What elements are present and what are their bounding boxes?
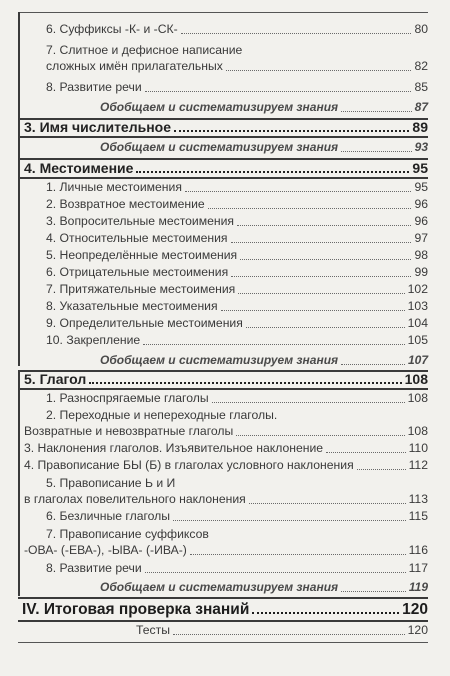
entry-page: 113	[408, 492, 428, 506]
entry-title: 7. Притяжательные местоимения	[46, 282, 236, 296]
toc-summary-entry[interactable]	[100, 100, 428, 115]
toc-entry[interactable]	[46, 59, 428, 74]
toc-entry[interactable]	[46, 391, 428, 406]
entry-title-line2: в глаголах повелительного наклонения	[24, 492, 246, 506]
entry-page: 95	[414, 180, 428, 194]
leader-dots	[341, 150, 412, 152]
entry-title: 3. Наклонения глаголов. Изъявительное наклонение	[24, 441, 324, 455]
toc-summary-entry[interactable]	[100, 580, 428, 595]
box-left-border	[18, 370, 20, 596]
toc-summary-entry[interactable]	[100, 140, 428, 155]
entry-page: 112	[408, 458, 428, 472]
chapter-title: 4. Местоимение	[24, 160, 134, 176]
entry-title: 10. Закрепление	[46, 333, 141, 347]
entry-title: Обобщаем и систематизируем знания	[100, 580, 339, 594]
leader-dots	[357, 468, 406, 470]
entry-page: 93	[414, 140, 428, 154]
toc-entry[interactable]	[24, 424, 428, 439]
leader-dots	[252, 611, 399, 614]
entry-page: 115	[408, 509, 428, 523]
entry-title: 6. Безличные глаголы	[46, 509, 171, 523]
entry-page: 80	[414, 22, 428, 36]
leader-dots	[221, 309, 405, 311]
leader-dots	[237, 224, 411, 226]
entry-page: 119	[408, 580, 428, 594]
leader-dots	[185, 190, 412, 192]
leader-dots	[326, 451, 406, 453]
leader-dots	[173, 519, 406, 521]
entry-title-line1: 2. Переходные и непереходные глаголы.	[46, 408, 278, 422]
part-page: 120	[402, 601, 428, 618]
leader-dots	[181, 32, 412, 34]
entry-page: 82	[414, 59, 428, 73]
leader-dots	[136, 170, 409, 173]
entry-title-line2: -ОВА- (-ЕВА-), -ЫВА- (-ИВА-)	[24, 543, 187, 557]
leader-dots	[231, 241, 412, 243]
leader-dots	[173, 633, 405, 635]
leader-dots	[89, 381, 401, 384]
entry-title: 4. Правописание БЫ (Б) в глаголах условного наклонения	[24, 458, 354, 472]
entry-title: 2. Возвратное местоимение	[46, 197, 205, 211]
entry-page: 99	[414, 265, 428, 279]
entry-page: 104	[407, 316, 428, 330]
entry-page: 120	[407, 623, 428, 637]
toc-entry[interactable]	[46, 197, 428, 212]
toc-entry[interactable]	[46, 509, 428, 524]
entry-title: Обобщаем и систематизируем знания	[100, 353, 339, 367]
toc-entry[interactable]	[46, 333, 428, 348]
section-divider	[18, 136, 428, 138]
leader-dots	[208, 207, 412, 209]
bottom-rule	[18, 642, 428, 643]
entry-title: Тесты	[136, 623, 170, 637]
leader-dots	[143, 343, 404, 345]
toc-entry[interactable]	[136, 623, 428, 638]
entry-page: 97	[414, 231, 428, 245]
chapter-page: 95	[412, 160, 428, 176]
box-left-border	[18, 12, 20, 120]
entry-page: 108	[407, 424, 428, 438]
entry-title: 8. Развитие речи	[46, 561, 142, 575]
leader-dots	[341, 590, 406, 592]
toc-entry[interactable]	[46, 316, 428, 331]
toc-entry[interactable]	[46, 299, 428, 314]
toc-chapter[interactable]	[24, 372, 428, 387]
leader-dots	[238, 292, 404, 294]
entry-title: Обобщаем и систематизируем знания	[100, 140, 339, 154]
section-divider	[18, 620, 428, 622]
toc-chapter[interactable]	[24, 120, 428, 135]
leader-dots	[226, 69, 412, 71]
entry-title: 4. Относительные местоимения	[46, 231, 228, 245]
section-divider	[18, 388, 428, 390]
box-left-border	[18, 118, 20, 158]
toc-entry[interactable]	[46, 282, 428, 297]
leader-dots	[174, 129, 409, 132]
toc-chapter[interactable]	[24, 161, 428, 176]
entry-page: 103	[407, 299, 428, 313]
entry-title-line1: 7. Слитное и дефисное написание	[46, 43, 243, 57]
entry-page: 87	[414, 100, 428, 114]
toc-summary-entry[interactable]	[100, 353, 428, 368]
entry-title-line1: 7. Правописание суффиксов	[46, 527, 209, 541]
leader-dots	[145, 90, 412, 92]
entry-title: 6. Отрицательные местоимения	[46, 265, 229, 279]
entry-page: 96	[414, 197, 428, 211]
toc-entry[interactable]	[24, 458, 428, 473]
entry-page: 96	[414, 214, 428, 228]
leader-dots	[236, 434, 404, 436]
entry-title-line2: Возвратные и невозвратные глаголы	[24, 424, 234, 438]
entry-title: 9. Определительные местоимения	[46, 316, 243, 330]
entry-page: 108	[407, 391, 428, 405]
section-divider	[18, 597, 428, 599]
toc-entry[interactable]	[24, 492, 428, 507]
entry-page: 110	[408, 441, 428, 455]
top-rule	[18, 12, 428, 13]
toc-entry[interactable]	[46, 248, 428, 263]
entry-page: 85	[414, 80, 428, 94]
entry-page: 105	[407, 333, 428, 347]
toc-entry[interactable]	[24, 441, 428, 456]
entry-page: 117	[408, 561, 428, 575]
leader-dots	[212, 401, 405, 403]
leader-dots	[240, 258, 411, 260]
entry-title: 8. Развитие речи	[46, 80, 142, 94]
toc-entry[interactable]	[46, 231, 428, 246]
entry-title-line1: 5. Правописание Ь и И	[46, 476, 176, 490]
entry-page: 107	[407, 353, 428, 367]
toc-entry[interactable]	[24, 543, 428, 558]
entry-title: 6. Суффиксы -К- и -СК-	[46, 22, 178, 36]
toc-entry[interactable]	[46, 180, 428, 195]
leader-dots	[341, 363, 405, 365]
chapter-page: 108	[404, 371, 428, 387]
leader-dots	[249, 502, 406, 504]
toc-entry[interactable]	[46, 561, 428, 576]
section-divider	[18, 177, 428, 179]
entry-title: 1. Разноспрягаемые глаголы	[46, 391, 209, 405]
leader-dots	[231, 275, 411, 277]
chapter-title: 3. Имя числительное	[24, 119, 171, 135]
chapter-title: 5. Глагол	[24, 371, 87, 387]
entry-page: 116	[408, 543, 428, 557]
toc-part[interactable]	[22, 602, 428, 617]
leader-dots	[341, 110, 412, 112]
entry-page: 98	[414, 248, 428, 262]
entry-title: Обобщаем и систематизируем знания	[100, 100, 339, 114]
entry-title: 5. Неопределённые местоимения	[46, 248, 238, 262]
leader-dots	[246, 326, 405, 328]
toc-entry[interactable]	[46, 265, 428, 280]
toc-entry[interactable]	[46, 214, 428, 229]
chapter-page: 89	[412, 119, 428, 135]
leader-dots	[190, 553, 406, 555]
entry-page: 102	[407, 282, 428, 296]
part-title: IV. Итоговая проверка знаний	[22, 601, 250, 618]
entry-title: 1. Личные местоимения	[46, 180, 182, 194]
entry-title: 3. Вопросительные местоимения	[46, 214, 235, 228]
box-left-border	[18, 158, 20, 366]
entry-title-line2: сложных имён прилагательных	[46, 59, 223, 73]
toc-entry[interactable]	[46, 22, 428, 37]
toc-entry[interactable]	[46, 80, 428, 95]
entry-title: 8. Указательные местоимения	[46, 299, 218, 313]
leader-dots	[145, 571, 406, 573]
